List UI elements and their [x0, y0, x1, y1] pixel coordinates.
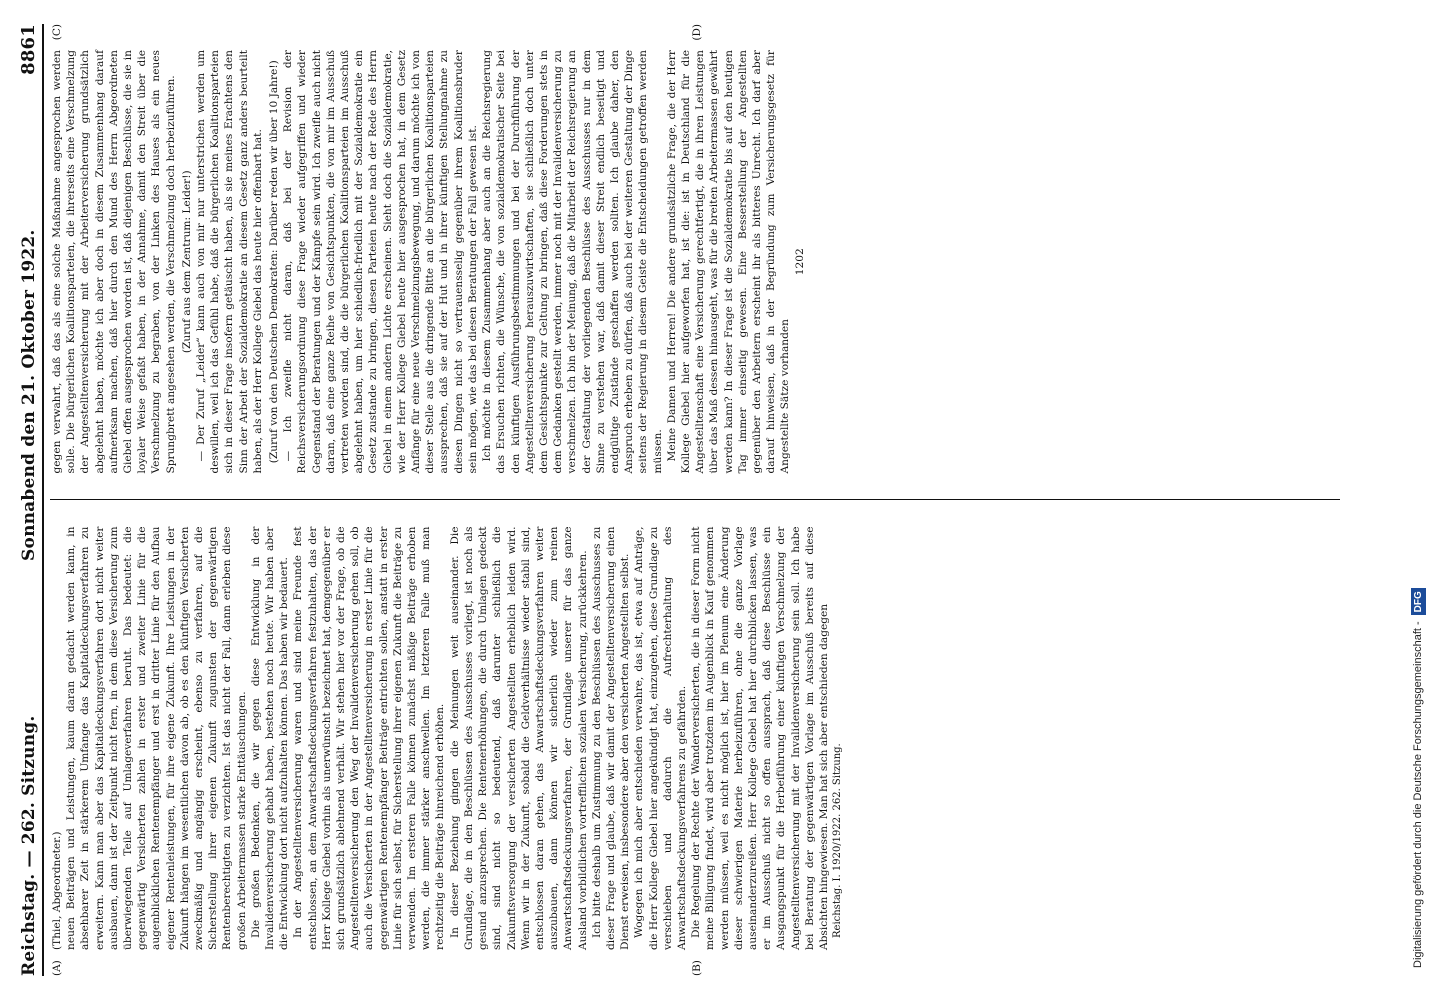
margin-marker-c: (C): [51, 24, 63, 41]
digitization-text: Digitalisierung gefördert durch die Deutsche Forschungsgemeinschaft -: [1412, 621, 1424, 968]
interjection: (Zuruf von den Deutschen Demokraten: Darüber reden wir über 10 Jahre!): [268, 60, 281, 464]
interjection: (Zuruf aus dem Zentrum: Leider!): [180, 170, 193, 354]
paragraph: In dieser Beziehung gingen die Meinungen weit auseinander. Die Grundlage, die in den Beschlüssen des Ausschusses vorliegt, ist noch als gesund anzusprechen. Die Rentenerhöhungen, die durch Umlagen gedeckt sind, sind nicht so bedeutend, daß darunter schließlich die Zukunftsversorgung der versicherten Angestellten erheblich leiden wird. Wenn wir in der Zukunft, sobald die Geldverhältnisse wieder stabil sind, entschlossen daran gehen, das Anwartschaftsdeckungsverfahren weiter auszubauen, dann können wir sicherlich wieder zum reinen Anwartschaftsdeckungsverfahren, der Grundlage unserer für das ganze Ausland vorbildlichen vortrefflichen sozialen Versicherung, zurückkehren.: [448, 526, 589, 950]
paragraph: — Der Zuruf „Leider“ kann auch von mir nur unterstrichen werden um deswillen, weil ich das Gefühl habe, daß die bürgerlichen Koalitionsparteien sich in dieser Frage insofern getäuscht haben, als sie meines Erachtens den Sinn der Arbeit der Sozialdemokratie an diesem Gesetz ganz anders beurteilt haben, als der Herr Kollege Giebel das heute hier offenbart hat.: [195, 50, 264, 474]
left-column: [50, 501, 1340, 977]
column-footer: Reichstag. I. 1920/1922. 262. Sitzung.: [832, 743, 844, 938]
rotated-page: [8, 10, 1393, 990]
paragraph: Die Regelung der Rechte der Wanderversicherten, die in dieser Form nicht meine Billigung findet, wird aber trotzdem im Augenblick in Kauf genommen werden müssen, weil es nicht möglich ist, hier im Plenum eine Änderung dieser schwierigen Materie herbeizuführen, ohne die ganze Vorlage auseinanderzureißen. Herr Kollege Giebel hat hier durchblicken lassen, was er im Ausschuß nicht so offen aussprach, daß diese Beschlüsse ein Ausgangspunkt für die Herbeiführung einer künftigen Verschmelzung der Angestelltenversicherung mit der Invalidenversicherung sein soll. Ich habe bei Beratung der gegenwärtigen Vorlage im Ausschuß bereits auf diese Absichten hingewiesen. Man hat sich aber entschieden dagegen: [690, 526, 830, 950]
right-column: [50, 24, 1340, 500]
paragraph: neuen Beiträgen und Leistungen, kaum daran gedacht werden kann, in absehbarer Zeit in stärkerem Umfange das Kapitaldeckungsverfahren zu erweitern. Kann man aber das Kapitaldeckungsverfahren dort nicht weiter ausbauen, dann ist der Zeitpunkt nicht fern, in dem diese Versicherung zum überwiegenden Teile auf Umlageverfahren beruht. Das bedeutet: die gegenwärtig Versicherten zahlen in erster und zweiter Linie für die augenblicklichen Rentenempfänger und erst in dritter Linie für den Aufbau eigener Rentenleistungen, für ihre eigene Zukunft. Ihre Leistungen in der Zukunft hängen im wesentlichen davon ab, ob es den künftigen Versicherten zweckmäßig und angängig erscheint, ebenso zu verfahren, auf die Sicherstellung ihrer eigenen Zukunft zugunsten der gegenwärtigen Rentenberechtigten zu verzichten. Ist das nicht der Fall, dann erleben diese großen Arbeitermassen starke Enttäuschungen.: [65, 526, 248, 950]
page-header: [18, 24, 44, 976]
dfg-logo: DFG: [1411, 588, 1426, 615]
paragraph: Ich bitte deshalb um Zustimmung zu den Beschlüssen des Ausschusses zu dieser Frage und glaube, daß wir damit der Angestelltenversicherung einen Dienst erweisen, insbesondere aber den versicherten Angestellten selbst.: [590, 526, 632, 950]
paragraph: Meine Damen und Herren! Die andere grundsätzliche Frage, die der Herr Kollege Giebel hier aufgeworfen hat, ist die: ist in Deutschland für die Angestelltenschaft eine Versicherung gerechtfertigt, die in ihren Leistungen über das Maß dessen hinausgeht, was für die breiten Arbeitermassen gewährt werden kann? In dieser Frage ist die Sozialdemokratie bis auf den heutigen Tag immer einseitig gewesen. Eine Besserstellung der Angestellten gegenüber den Arbeitern erscheint ihr als bitteres Unrecht. Ich darf aber darauf hinweisen, daß in der Begründung zum Versicherungsgesetz für Angestellte Sätze vorhanden: [665, 50, 792, 474]
paragraph: Ich möchte in diesem Zusammenhang aber auch an die Reichsregierung das Ersuchen richten, die Wünsche, die von sozialdemokratischer Seite bei den künftigen Ausführungsbestimmungen und bei der Durchführung der Angestelltenversicherung herauszuwirtschaften, sie schließlich doch unter dem Gesichtspunkte zur Geltung zu bringen, daß diese Forderungen stets in dem Gedanken gestellt werden, immer noch mit der Invalidenversicherung zu verschmelzen. Ich bin der Meinung, daß die Mitarbeit der Reichsregierung an der Gestaltung der vorliegenden Beschlüsse des Ausschusses nur in dem Sinne zu verstehen war, daß damit dieser Streit endlich beseitigt und endgültige Zustände geschaffen werden sollten. Ich glaube daher, den Anspruch erheben zu dürfen, daß auch bei der weiteren Gestaltung der Dinge seitens der Regierung in diesem Geiste die Entscheidungen getroffen werden müssen.: [481, 50, 664, 474]
page-footer-number: 1202: [793, 248, 806, 276]
paragraph: Wogegen ich mich aber entschieden verwahre, das ist, etwa auf Anträge, die Herr Kollege Giebel hier angekündigt hat, einzugehen, diese Grundlage zu verschieben und dadurch die Aufrechterhaltung des Anwartschaftsdeckungsverfahrens zu gefährden.: [633, 526, 688, 950]
margin-marker-a: (A): [51, 960, 63, 976]
speaker-name: (Thiel, Abgeordneter.): [51, 831, 63, 950]
digitization-sidebar: [1404, 8, 1432, 992]
paragraph: gegen verwahrt, daß das als eine solche Maßnahme angesprochen werden solle. Die bürgerlichen Koalitionsparteien, die ihrerseits eine Verschmelzung der Angestelltenversicherung mit der Arbeiterversicherung grundsätzlich abgelehnt haben, möchte ich aber doch in diesem Zusammenhang darauf aufmerksam machen, daß hier durch den Mund des Herrn Abgeordneten Giebel offen ausgesprochen worden ist, daß diejenigen Beschlüsse, die sie in loyaler Weise gefaßt haben, in der Annahme, damit den Streit über die Verschmelzung zu begraben, von der Linken des Hauses als ein neues Sprungbrett angesehen werden, die Verschmelzung doch herbeizuführen.: [51, 50, 177, 474]
text-columns: [50, 24, 1340, 976]
page-number: 8861: [18, 24, 39, 75]
margin-marker-b: (B): [691, 960, 703, 976]
paragraph: In der Angestelltenversicherung waren und sind meine Freunde fest entschlossen, an dem Anwartschaftsdeckungsverfahren festzuhalten, das der Herr Kollege Giebel vorhin als unerwünscht bezeichnet hat, demgegenüber er sich grundsätzlich ablehnend verhält. Wir stehen hier vor der Frage, ob die Angestelltenversicherung den Weg der Invalidenversicherung gehen soll, ob auch die Versicherten in der Angestelltenversicherung in erster Linie für die gegenwärtigen Rentenempfänger Beiträge entrichten sollen, anstatt in erster Linie für sich selbst, für Sicherstellung ihrer eigenen Zukunft die Beiträge zu verwenden. Im ersteren Falle können zunächst mäßige Beiträge erhoben werden, die immer stärker anschwellen. Im letzteren Falle muß man rechtzeitig die Beiträge hinreichend erhöhen.: [292, 526, 447, 950]
paragraph: Die großen Bedenken, die wir gegen diese Entwicklung in der Invalidenversicherung gehabt haben, bestehen noch heute. Wir haben aber die Entwicklung dort nicht aufzuhalten können. Das haben wir bedauert.: [249, 526, 291, 950]
header-left: Reichstag. — 262. Sitzung.: [19, 715, 39, 976]
margin-marker-d: (D): [691, 24, 703, 41]
paragraph: — Ich zweifle nicht daran, daß bei der Revision der Reichsversicherungsordnung diese Frage wieder aufgegriffen und wieder Gegenstand der Beratungen und der Kämpfe sein wird. Ich zweifle auch nicht daran, daß eine ganze Reihe von Gesichtspunkten, die von mir im Ausschuß vertreten worden sind, die die bürgerlichen Koalitionsparteien im Ausschuß abgelehnt haben, um hier schiedlich-friedlich mit der Sozialdemokratie ein Gesetz zustande zu bringen, diesen Parteien heute nach der Rede des Herrn Giebel in einem andern Lichte erscheinen. Sieht doch die Sozialdemokratie, wie der Herr Kollege Giebel heute hier ausgesprochen hat, in dem Gesetz Anfänge für eine neue Verschmelzungsbewegung, und darum möchte ich von dieser Stelle aus die dringende Bitte an die bürgerlichen Koalitionsparteien aussprechen, daß sie auf der Hut und in ihrer künftigen Stellungnahme zu diesen Dingen nicht so vertrauensselig gegenüber ihrem Koalitionsbruder sein mögen, wie das bei diesen Beratungen der Fall gewesen ist.: [282, 50, 479, 474]
digitization-notice: [1408, 8, 1428, 968]
header-date: Sonnabend den 21. Oktober 1922.: [19, 229, 39, 561]
